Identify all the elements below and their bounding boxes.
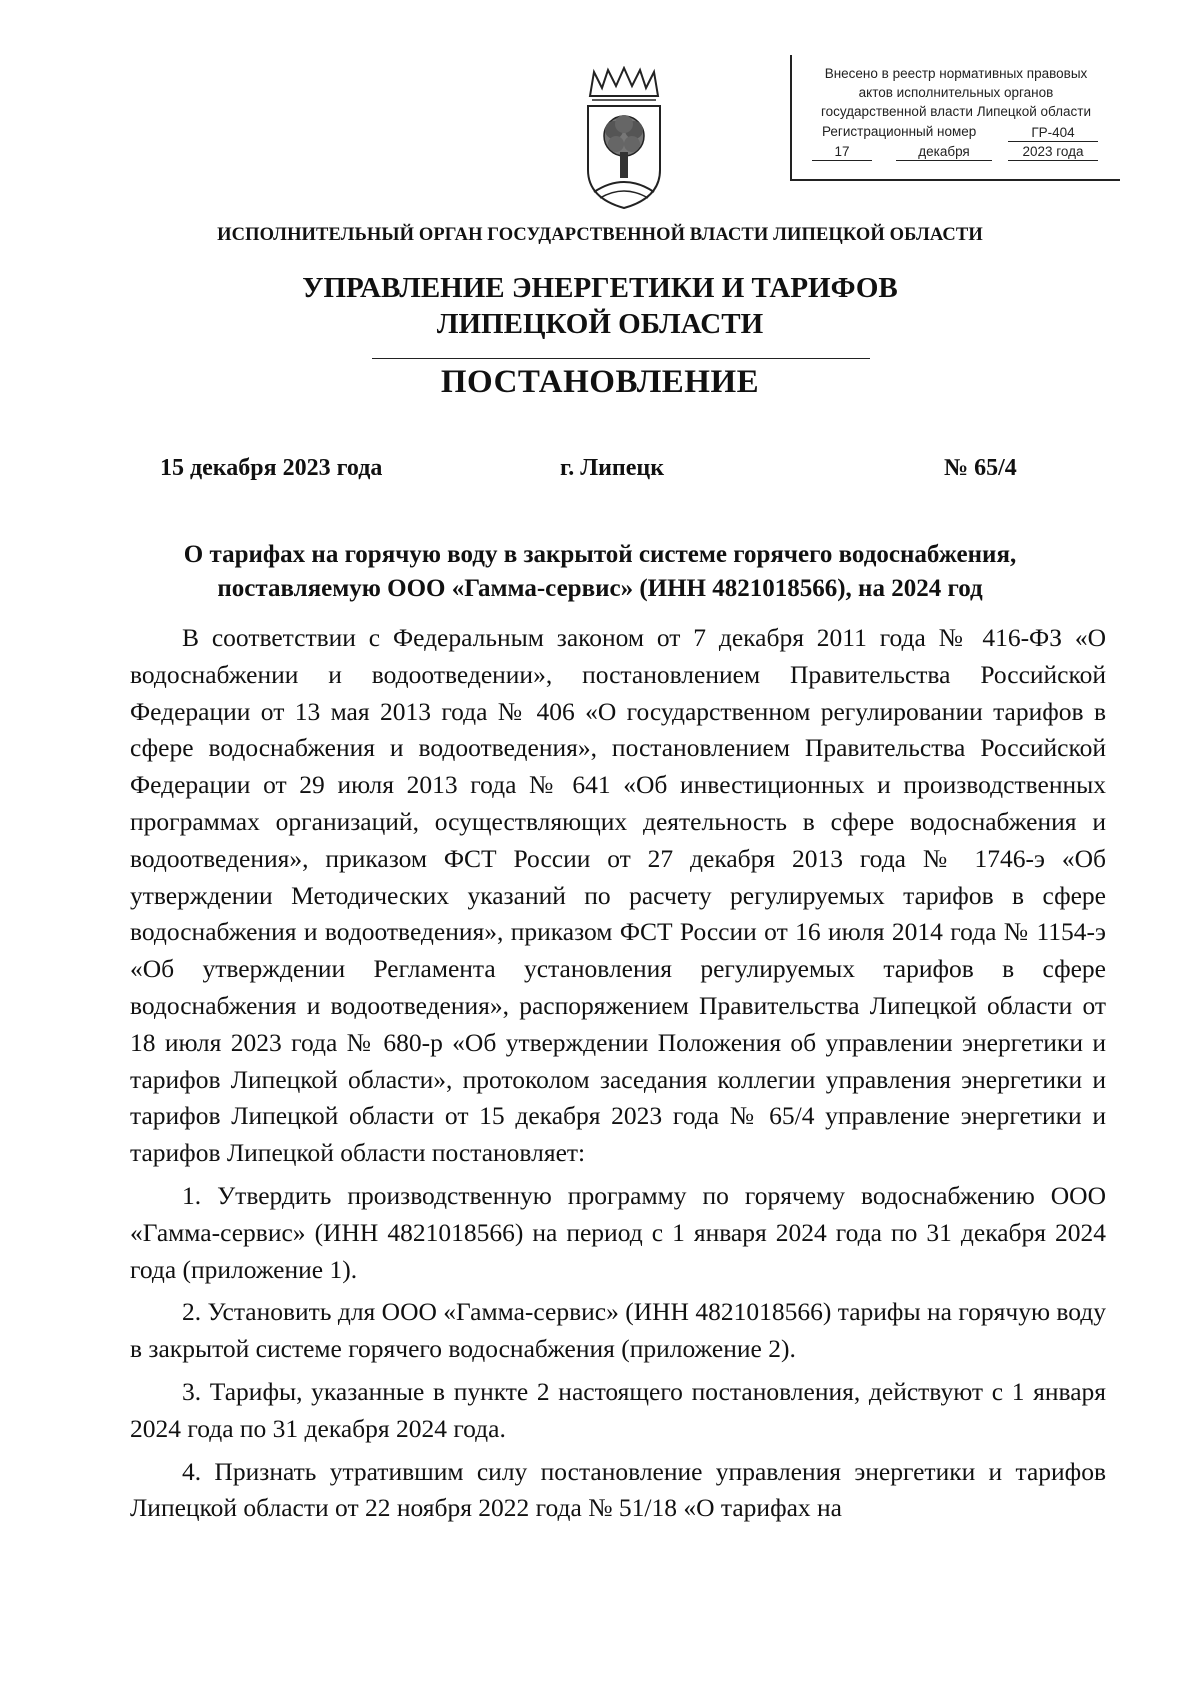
department-line-1: УПРАВЛЕНИЕ ЭНЕРГЕТИКИ И ТАРИФОВ <box>302 272 898 304</box>
coat-of-arms-icon <box>584 66 664 212</box>
document-body <box>130 620 1106 1527</box>
document-city: г. Липецк <box>560 455 665 481</box>
item-2-paragraph: 2. Установить для ООО «Гамма-сервис» (ИНН 4821018566) тарифы на горячую воду в закрытой системе горячего водоснабжения (приложение 2). <box>130 1297 1106 1364</box>
heading-divider <box>372 358 870 359</box>
stamp-registration-label: Регистрационный номер <box>822 124 977 139</box>
stamp-registration-row <box>792 121 1120 143</box>
stamp-date-row <box>792 143 1120 165</box>
department-line-2: ЛИПЕЦКОЙ ОБЛАСТИ <box>436 308 764 340</box>
authority-heading: ИСПОЛНИТЕЛЬНЫЙ ОРГАН ГОСУДАРСТВЕННОЙ ВЛАСТИ ЛИПЕЦКОЙ ОБЛАСТИ <box>217 225 983 245</box>
stamp-line-2: актов исполнительных органов <box>858 85 1054 100</box>
item-4-paragraph: 4. Признать утратившим силу постановление управления энергетики и тарифов Липецкой области от 22 ноября 2022 года № 51/18 «О тарифах на <box>130 1456 1106 1523</box>
registry-stamp <box>790 55 1120 181</box>
stamp-registration-number: ГР-404 <box>1008 124 1098 142</box>
stamp-line-1: Внесено в реестр нормативных правовых <box>824 66 1088 81</box>
document-date: 15 декабря 2023 года <box>160 455 383 481</box>
document-type: ПОСТАНОВЛЕНИЕ <box>440 364 760 400</box>
department-heading <box>0 270 1200 342</box>
document-number: № 65/4 <box>944 455 1017 481</box>
subject-line-1: О тарифах на горячую воду в закрытой системе горячего водоснабжения, <box>183 541 1017 568</box>
item-1-paragraph: 1. Утвердить производственную программу по горячему водоснабжению ООО «Гамма-сервис» (ИНН 4821018566) на период с 1 января 2024 года по 31 декабря 2024 года (приложение 1). <box>130 1180 1106 1284</box>
preamble-paragraph: В соответствии с Федеральным законом от 7 декабря 2011 года № 416-ФЗ «О водоснабжении и водоотведении», постановлением Правительства Российской Федерации от 13 мая 2013 года № 406 «О государственном регулировании тарифов в сфере водоснабжения и водоотведения», постановлением Правительства Российской Федерации от 29 июля 2013 года № 641 «Об инвестиционных и производственных программах организаций, осуществляющих деятельность в сфере водоснабжения и водоотведения», приказом ФСТ России от 27 декабря 2013 года № 1746-э «Об утверждении Методических указаний по расчету регулируемых тарифов в сфере водоснабжения и водоотведения», приказом ФСТ России от 16 июля 2014 года № 1154-э «Об утверждении Регламента установления регулируемых тарифов в сфере водоснабжения и водоотведения», распоряжением Правительства Липецкой области от 18 июля 2023 года № 680-р «Об утверждении Положения об управлении энергетики и тарифов Липецкой области», протоколом заседания коллегии управления энергетики и тарифов Липецкой области от 15 декабря 2023 года № 65/4 управление энергетики и тарифов Липецкой области постановляет: <box>130 623 1106 1168</box>
subject-line-2: поставляемую ООО «Гамма-сервис» (ИНН 4821018566), на 2024 год <box>217 575 983 602</box>
stamp-day: 17 <box>812 143 872 161</box>
stamp-line-3: государственной власти Липецкой области <box>820 104 1092 119</box>
item-3-paragraph: 3. Тарифы, указанные в пункте 2 настоящего постановления, действуют с 1 января 2024 года по 31 декабря 2024 года. <box>130 1376 1106 1443</box>
document-subject <box>0 538 1200 606</box>
stamp-year: 2023 года <box>1008 143 1098 161</box>
stamp-month: декабря <box>896 143 992 161</box>
